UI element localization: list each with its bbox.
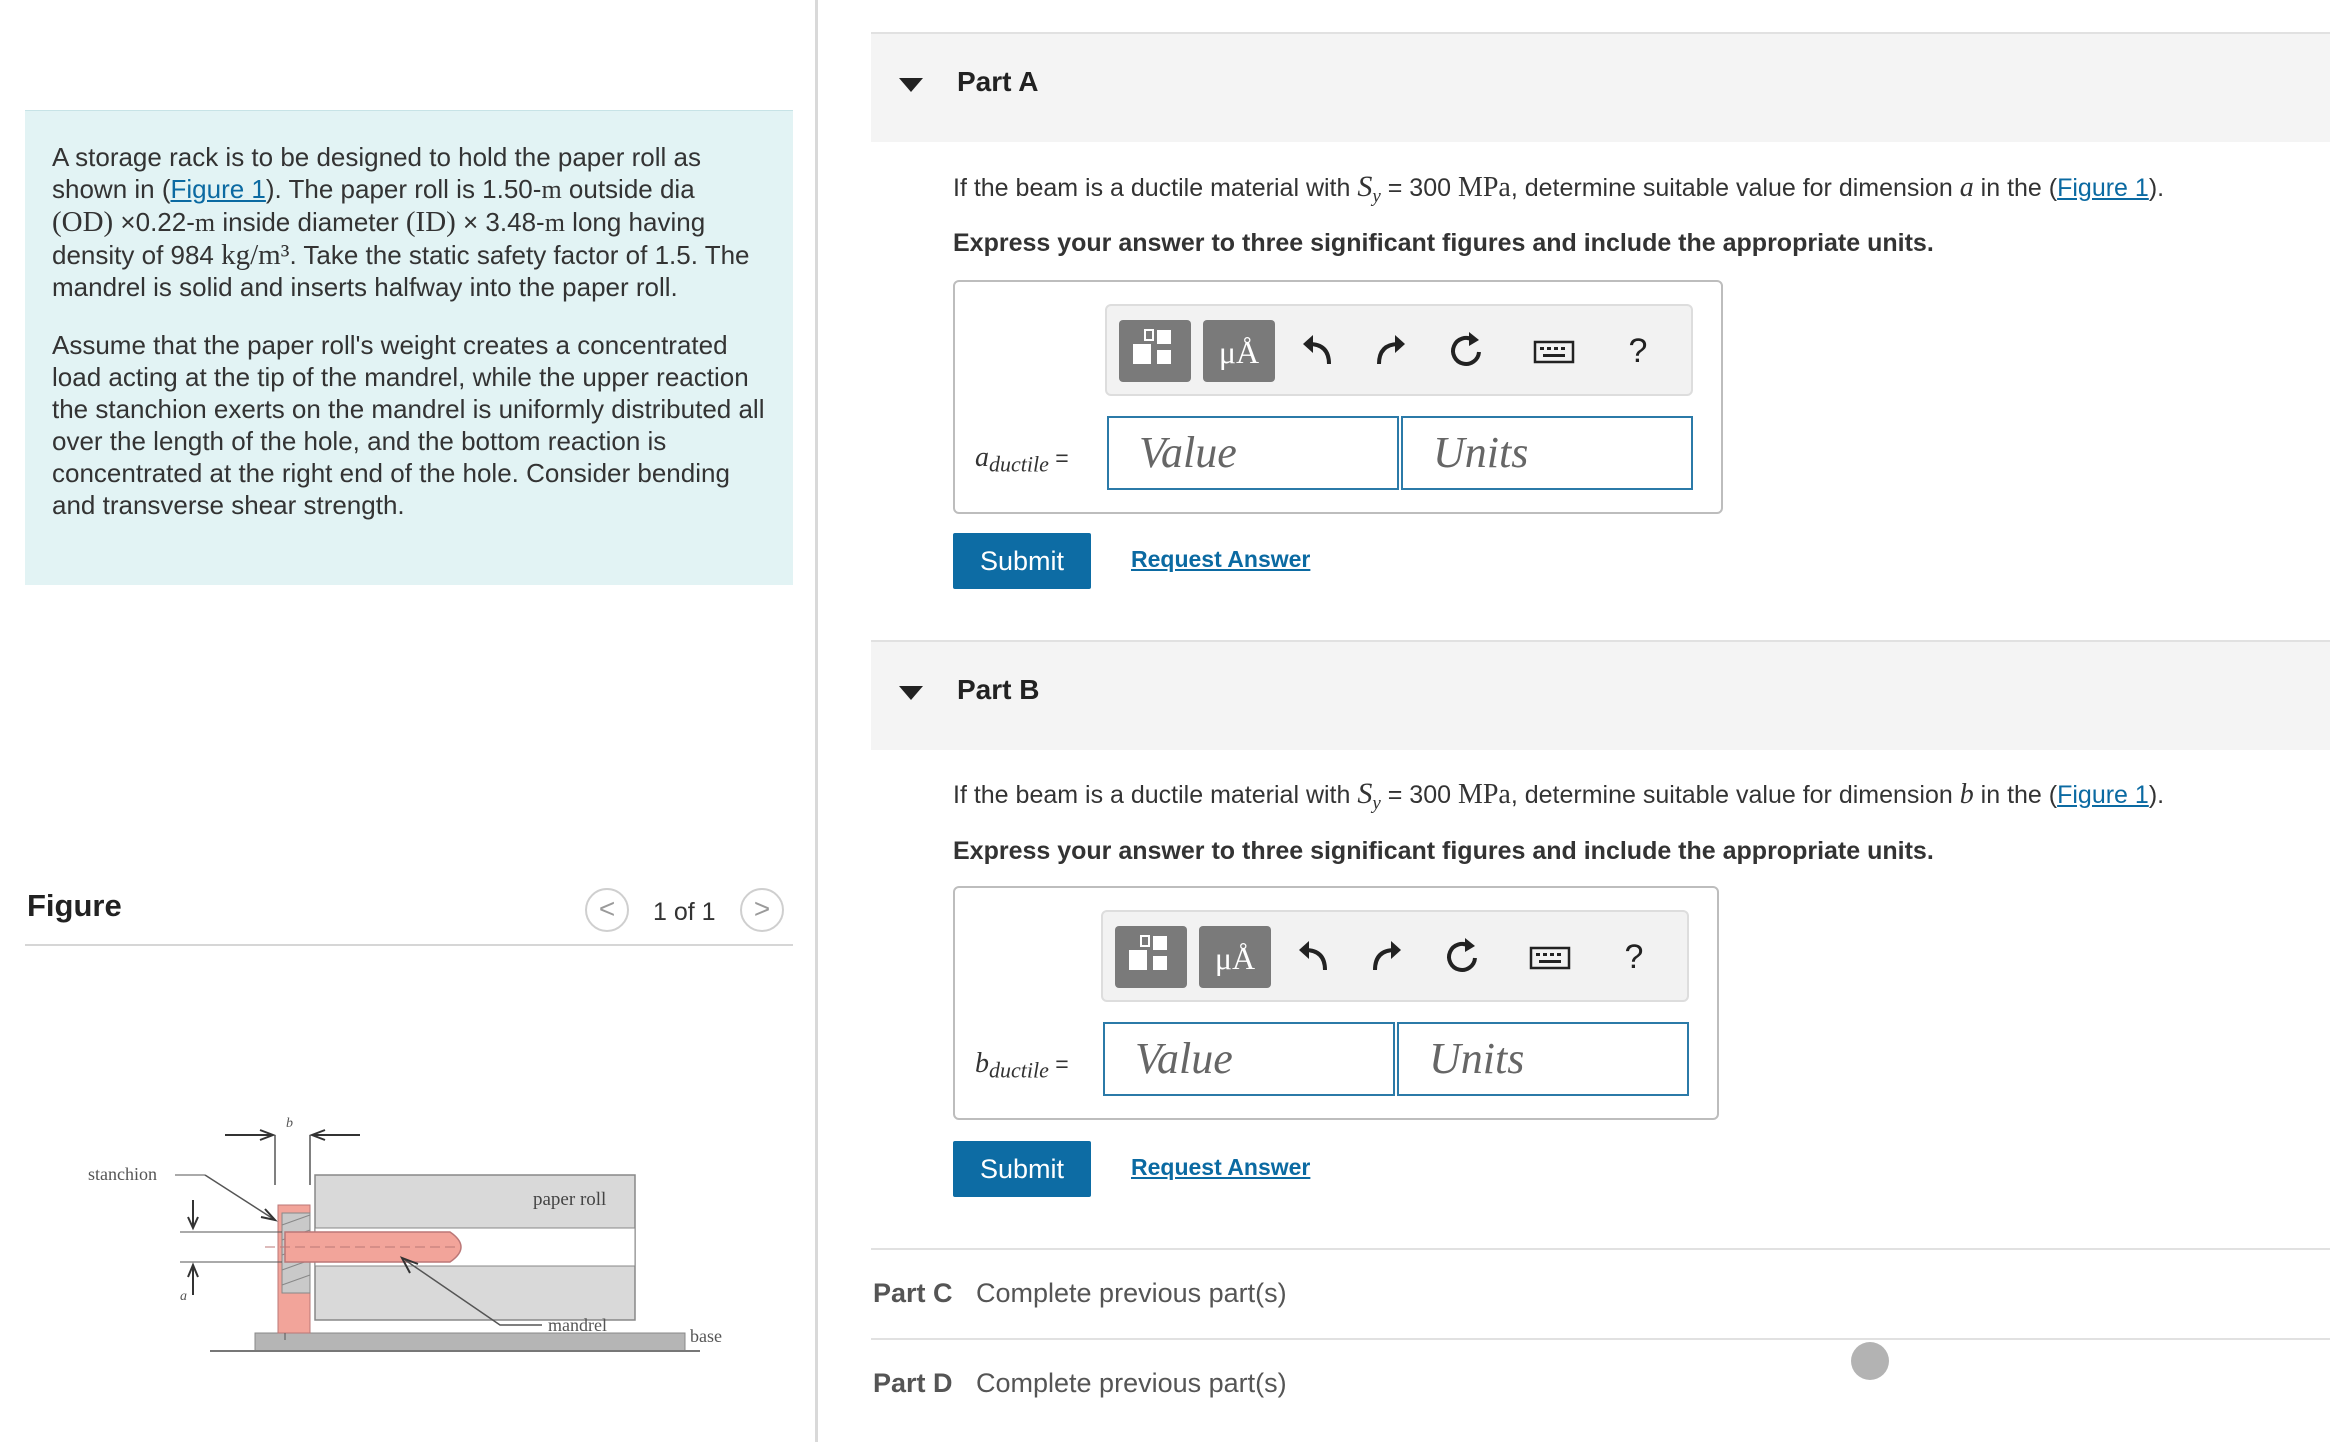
- help-button[interactable]: [1611, 928, 1657, 986]
- part-a-math-toolbar: [1105, 304, 1693, 396]
- part-b-figure-link[interactable]: Figure 1: [2057, 781, 2149, 809]
- keyboard-button[interactable]: [1531, 322, 1577, 380]
- help-button[interactable]: [1615, 322, 1661, 380]
- undo-icon: [1295, 322, 1341, 380]
- paper-roll-label: paper roll: [533, 1189, 607, 1210]
- help-icon: ?: [1628, 332, 1648, 370]
- part-a-title: Part A: [957, 66, 1039, 97]
- part-a-units-input[interactable]: Units: [1401, 416, 1693, 490]
- part-a-instruction: Express your answer to three significant figures and include the appropriate units.: [953, 229, 1934, 257]
- templates-icon: [1115, 926, 1187, 988]
- chevron-right-icon: >: [753, 893, 771, 924]
- part-c-status: Complete previous part(s): [976, 1278, 1287, 1308]
- reset-button[interactable]: [1443, 322, 1489, 380]
- mandrel-label: mandrel: [548, 1315, 607, 1335]
- part-b-submit-button[interactable]: Submit: [953, 1141, 1091, 1197]
- help-icon: ?: [1624, 938, 1644, 976]
- part-c-row[interactable]: [871, 1248, 2330, 1338]
- reset-button[interactable]: [1439, 928, 1485, 986]
- part-b-header[interactable]: [871, 640, 2330, 750]
- problem-statement: [25, 110, 793, 585]
- part-b-instruction: Express your answer to three significant figures and include the appropriate units.: [953, 837, 1934, 865]
- part-b-answer-box: [953, 886, 1719, 1120]
- dim-b-label: b: [286, 1116, 293, 1131]
- stanchion-label: stanchion: [88, 1164, 157, 1184]
- collapse-triangle-icon: [899, 686, 923, 700]
- problem-paragraph-2: Assume that the paper roll's weight creates a concentrated load acting at the tip of the mandrel, while the upper reaction the stanchion exerts on the mandrel is uniformly distributed all over the length of the hole, and the bottom reaction is concentrated at the right end of the hole. Consider bending and transverse shear strength.: [52, 330, 765, 520]
- undo-icon: [1291, 928, 1337, 986]
- part-a-header[interactable]: [871, 32, 2330, 142]
- problem-pane: [0, 0, 818, 1442]
- undo-button[interactable]: [1291, 928, 1337, 986]
- reset-icon: [1443, 322, 1489, 380]
- templates-icon: [1119, 320, 1191, 382]
- redo-button[interactable]: [1369, 322, 1415, 380]
- keyboard-icon: [1527, 928, 1573, 986]
- reset-icon: [1439, 928, 1485, 986]
- part-b-units-input[interactable]: Units: [1397, 1022, 1689, 1096]
- figure-1-link[interactable]: Figure 1: [170, 174, 266, 204]
- redo-icon: [1365, 928, 1411, 986]
- part-a-request-answer-link[interactable]: Request Answer: [1131, 546, 1311, 572]
- units-symbol-button[interactable]: [1199, 926, 1271, 988]
- part-a-figure-link[interactable]: Figure 1: [2057, 174, 2149, 202]
- figure-header: [25, 880, 793, 946]
- redo-icon: [1369, 322, 1415, 380]
- base-label: base: [690, 1326, 722, 1346]
- templates-button[interactable]: [1119, 320, 1191, 382]
- undo-button[interactable]: [1295, 322, 1341, 380]
- base-plate: [255, 1333, 685, 1351]
- figure-title: Figure: [27, 888, 122, 923]
- collapse-triangle-icon: [899, 78, 923, 92]
- keyboard-button[interactable]: [1527, 928, 1573, 986]
- part-a-question: If the beam is a ductile material with $S_y = 300$ MPa, determine suitable value for dimension a in the (Figure 1).: [953, 170, 2165, 207]
- part-a-submit-button[interactable]: Submit: [953, 533, 1091, 589]
- redo-button[interactable]: [1365, 928, 1411, 986]
- part-b-value-input[interactable]: Value: [1103, 1022, 1395, 1096]
- mu-angstrom-icon: μÅ: [1218, 334, 1260, 370]
- part-b-variable-label: $b_{ductile}$ =: [975, 1048, 1069, 1083]
- figure-counter: 1 of 1: [653, 898, 716, 926]
- mu-angstrom-icon: μÅ: [1214, 940, 1256, 976]
- part-d-row[interactable]: [871, 1338, 2330, 1428]
- part-d-title: Part D: [873, 1368, 953, 1398]
- part-b-question: If the beam is a ductile material with $S_y = 300$ MPa, determine suitable value for dimension b in the (Figure 1).: [953, 777, 2165, 814]
- part-a-value-input[interactable]: Value: [1107, 416, 1399, 490]
- templates-button[interactable]: [1115, 926, 1187, 988]
- part-a-variable-label: $a_{ductile}$ =: [975, 442, 1069, 477]
- pointer-indicator: [1851, 1342, 1889, 1380]
- answer-pane: [871, 0, 2330, 1442]
- part-c-title: Part C: [873, 1278, 953, 1308]
- keyboard-icon: [1531, 322, 1577, 380]
- part-a-answer-box: [953, 280, 1723, 514]
- figure-prev-button[interactable]: [585, 888, 629, 932]
- units-symbol-button[interactable]: [1203, 320, 1275, 382]
- storage-rack-figure: [60, 1105, 760, 1370]
- part-d-status: Complete previous part(s): [976, 1368, 1287, 1398]
- part-b-math-toolbar: [1101, 910, 1689, 1002]
- dim-a-label: a: [180, 1289, 187, 1304]
- chevron-left-icon: <: [598, 893, 616, 924]
- part-b-title: Part B: [957, 674, 1040, 705]
- problem-paragraph-1: A storage rack is to be designed to hold the paper roll as shown in (Figure 1). The paper roll is 1.50-m outside dia (OD) ×0.22-m inside diameter (ID) × 3.48-m long having density of 984 kg/m³. Take the static safety factor of 1.5. The mandrel is solid and inserts halfway into the paper roll.: [52, 142, 750, 302]
- part-b-request-answer-link[interactable]: Request Answer: [1131, 1154, 1311, 1180]
- figure-next-button[interactable]: [740, 888, 784, 932]
